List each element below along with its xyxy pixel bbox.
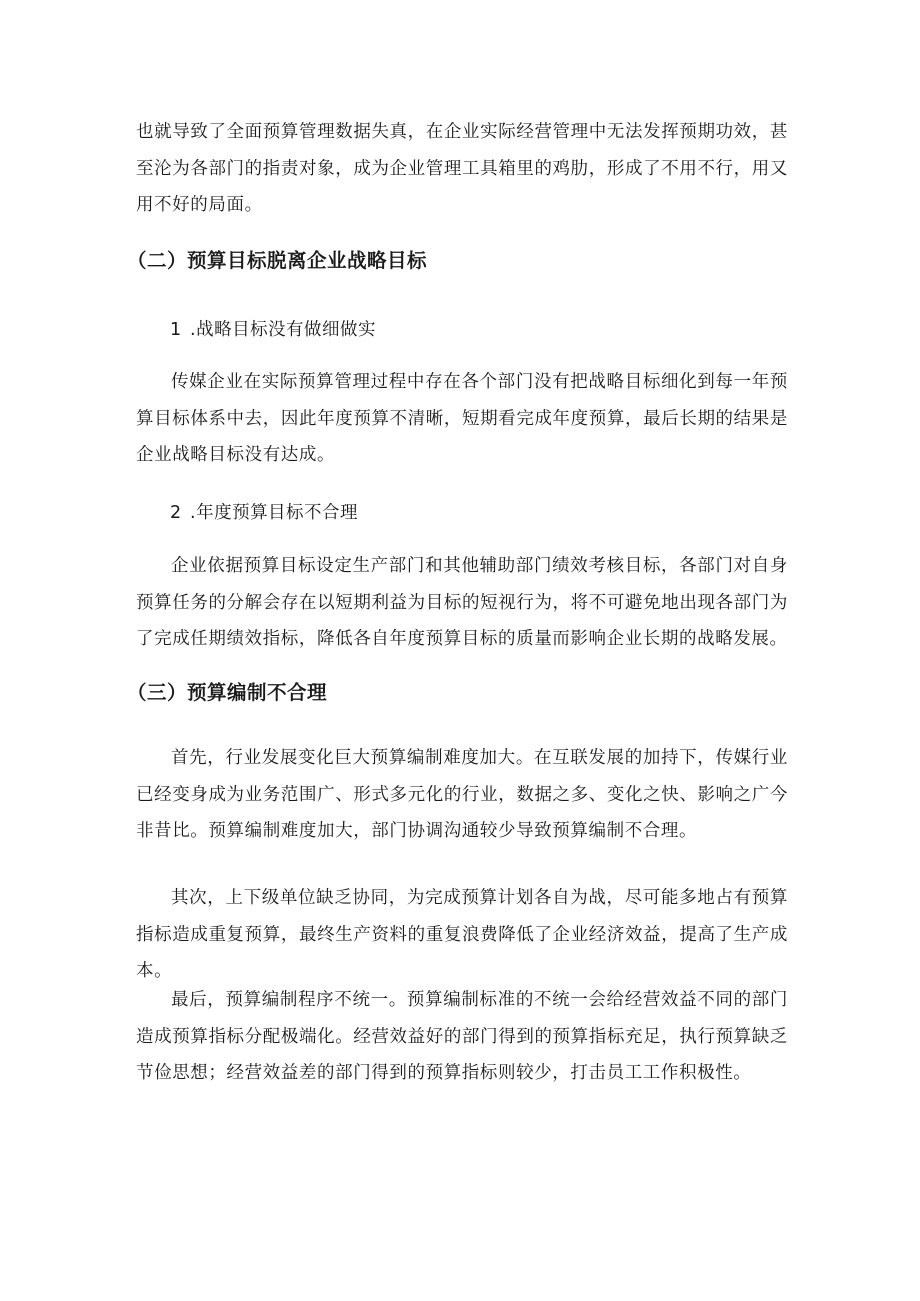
subheading-2-text: .年度预算目标不合理 [190,503,359,523]
subheading-2-number: 2 [170,503,182,523]
subheading-1-number: 1 [170,320,182,340]
paragraph-finally: 最后，预算编制程序不统一。预算编制标准的不统一会给经营效益不同的部门造成预算指标分配极端化。经营效益好的部门得到的预算指标充足，执行预算缺乏节俭思想；经营效益差的部门得到的预算指标则较少，打击员工工作积极性。 [136,990,788,1083]
section-heading-3: （三）预算编制不合理 [127,681,328,704]
paragraph-data-distortion: 也就导致了全面预算管理数据失真，在企业实际经营管理中无法发挥预期功效，甚至沦为各部门的指责对象，成为企业管理工具箱里的鸡肋，形成了不用不行，用又用不好的局面。 [136,122,788,215]
subheading-1-text: .战略目标没有做细做实 [190,320,377,340]
paragraph-firstly: 首先，行业发展变化巨大预算编制难度加大。在互联发展的加持下，传媒行业已经变身成为业务范围广、形式多元化的行业，数据之多、变化之快、影响之广今非昔比。预算编制难度加大，部门协调沟通较少导致预算编制不合理。 [136,748,788,841]
paragraph-annual-targets: 企业依据预算目标设定生产部门和其他辅助部门绩效考核目标，各部门对自身预算任务的分解会存在以短期利益为目标的短视行为，将不可避免地出现各部门为了完成任期绩效指标，降低各自年度预算目标的质量而影响企业长期的战略发展。 [136,556,788,649]
paragraph-strategy-goals: 传媒企业在实际预算管理过程中存在各个部门没有把战略目标细化到每一年预算目标体系中去，因此年度预算不清晰，短期看完成年度预算，最后长期的结果是企业战略目标没有达成。 [136,372,788,465]
paragraph-secondly: 其次，上下级单位缺乏协同，为完成预算计划各自为战，尽可能多地占有预算指标造成重复预算，最终生产资料的重复浪费降低了企业经济效益，提高了生产成本。 [136,888,788,981]
section-heading-2: （二）预算目标脱离企业战略目标 [127,249,428,272]
subheading-1 [170,316,376,344]
subheading-2 [170,499,358,527]
